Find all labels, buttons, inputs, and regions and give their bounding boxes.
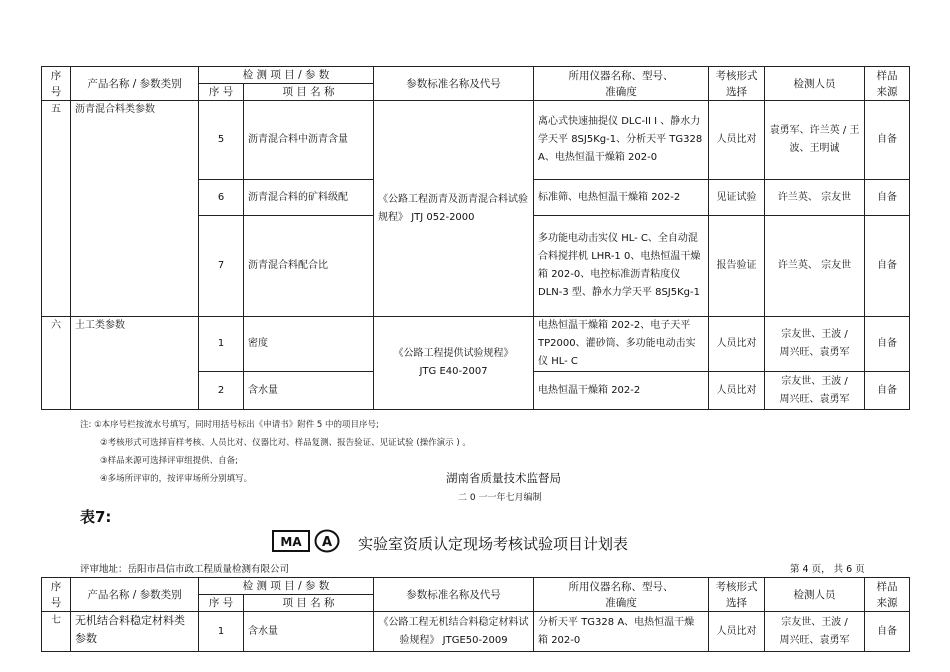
standard-name: 《公路工程沥青及沥青混合料试验规程》 JTJ 052-2000 <box>374 101 534 317</box>
header-standard: 参数标准名称及代号 <box>374 67 534 101</box>
section-product: 无机结合料稳定材料类参数 <box>71 612 199 652</box>
review-address: 评审地址：岳阳市昌信市政工程质量检测有限公司 <box>80 564 290 575</box>
item-no: 2 <box>199 372 244 410</box>
form-cell: 见证试验 <box>709 180 765 216</box>
section-product: 土工类参数 <box>71 317 199 410</box>
header-sample: 样品 来源 <box>865 67 910 101</box>
form-cell: 人员比对 <box>709 101 765 180</box>
sample-cell: 自备 <box>865 317 910 372</box>
item-no: 6 <box>199 180 244 216</box>
item-no: 1 <box>199 612 244 652</box>
header-form: 考核形式 选择 <box>709 67 765 101</box>
issuing-authority: 湖南省质量技术监督局 <box>446 471 561 485</box>
header-standard: 参数标准名称及代号 <box>374 578 534 612</box>
document-title: 实验室资质认定现场考核试验项目计划表 <box>358 535 629 553</box>
note-1: 注: ①本序号栏按流水号填写，同时用括号标出《申请书》附件 5 中的项目序号; <box>80 420 379 430</box>
compile-date: 二 0 一一年七月编制 <box>458 493 542 503</box>
staff-cell: 宗友世、王波 / 周兴旺、袁勇军 <box>765 612 865 652</box>
page-info: 第 4 页， 共 6 页 <box>790 564 865 575</box>
instrument-cell: 离心式快速抽提仪 DLC-II I 、静水力学天平 8SJ5Kg-1、分析天平 TG328 A、电热恒温干燥箱 202-0 <box>534 101 709 180</box>
staff-cell: 宗友世、王波 / 周兴旺、袁勇军 <box>765 372 865 410</box>
header-item-no: 序 号 <box>199 84 244 101</box>
item-name: 含水量 <box>244 612 374 652</box>
item-name: 沥青混合料配合比 <box>244 216 374 317</box>
header-sample: 样品 来源 <box>865 578 910 612</box>
svg-text:A: A <box>321 535 333 550</box>
note-3: ③样品来源可选择评审组提供、自备; <box>100 456 238 466</box>
standard-name: 《公路工程提供试验规程》 JTG E40-2007 <box>374 317 534 410</box>
item-no: 5 <box>199 101 244 180</box>
instrument-cell: 分析天平 TG328 A、电热恒温干燥箱 202-0 <box>534 612 709 652</box>
cma-logo <box>272 530 310 552</box>
note-2: ②考核形式可选择盲样考核、人员比对、仪器比对、样品复测、报告验证、见证试验 (操作演示 ) 。 <box>100 438 471 448</box>
sample-cell: 自备 <box>865 101 910 180</box>
test-plan-table-lower <box>41 577 910 652</box>
section-seq: 五 <box>42 101 71 317</box>
header-form: 考核形式 选择 <box>709 578 765 612</box>
section-product: 沥青混合料类参数 <box>71 101 199 317</box>
section-seq: 七 <box>42 612 71 652</box>
sample-cell: 自备 <box>865 180 910 216</box>
staff-cell: 许兰英、 宗友世 <box>765 216 865 317</box>
item-name: 沥青混合料的矿料级配 <box>244 180 374 216</box>
instrument-cell: 电热恒温干燥箱 202-2 <box>534 372 709 410</box>
form-cell: 人员比对 <box>709 372 765 410</box>
header-staff: 检测人员 <box>765 578 865 612</box>
header-product: 产品名称 / 参数类别 <box>71 578 199 612</box>
header-items-group: 检 测 项 目 / 参 数 <box>199 578 374 595</box>
sample-cell: 自备 <box>865 612 910 652</box>
section-seq: 六 <box>42 317 71 410</box>
item-no: 1 <box>199 317 244 372</box>
header-seq: 序 号 <box>42 578 71 612</box>
cal-logo <box>314 529 340 553</box>
header-seq: 序 号 <box>42 67 71 101</box>
header-item-name: 项 目 名 称 <box>244 84 374 101</box>
svg-text:MA: MA <box>280 535 302 549</box>
sample-cell: 自备 <box>865 216 910 317</box>
staff-cell: 袁勇军、许兰英 / 王波、王明诚 <box>765 101 865 180</box>
item-name: 密度 <box>244 317 374 372</box>
form-cell: 人员比对 <box>709 317 765 372</box>
form-cell: 人员比对 <box>709 612 765 652</box>
standard-name: 《公路工程无机结合料稳定材料试验规程》 JTGE50-2009 <box>374 612 534 652</box>
header-instrument: 所用仪器名称、型号、 准确度 <box>534 578 709 612</box>
item-name: 含水量 <box>244 372 374 410</box>
header-items-group: 检 测 项 目 / 参 数 <box>199 67 374 84</box>
header-product: 产品名称 / 参数类别 <box>71 67 199 101</box>
item-no: 7 <box>199 216 244 317</box>
sample-cell: 自备 <box>865 372 910 410</box>
note-4: ④多场所评审的，按评审场所分别填写。 <box>100 474 253 484</box>
instrument-cell: 多功能电动击实仪 HL- C、全自动混合料搅拌机 LHR-1 0、电热恒温干燥箱 202-0、电控标准沥青粘度仪 DLN-3 型、静水力学天平 8SJ5Kg-1 <box>534 216 709 317</box>
table-label: 表7: <box>80 508 112 526</box>
item-name: 沥青混合料中沥青含量 <box>244 101 374 180</box>
header-instrument: 所用仪器名称、型号、 准确度 <box>534 67 709 101</box>
staff-cell: 许兰英、 宗友世 <box>765 180 865 216</box>
instrument-cell: 标准筛、电热恒温干燥箱 202-2 <box>534 180 709 216</box>
header-item-name: 项 目 名 称 <box>244 595 374 612</box>
header-staff: 检测人员 <box>765 67 865 101</box>
header-item-no: 序 号 <box>199 595 244 612</box>
staff-cell: 宗友世、王波 / 周兴旺、袁勇军 <box>765 317 865 372</box>
test-plan-table-upper <box>41 66 910 410</box>
instrument-cell: 电热恒温干燥箱 202-2、电子天平 TP2000、灌砂筒、多功能电动击实仪 HL- C <box>534 317 709 372</box>
form-cell: 报告验证 <box>709 216 765 317</box>
